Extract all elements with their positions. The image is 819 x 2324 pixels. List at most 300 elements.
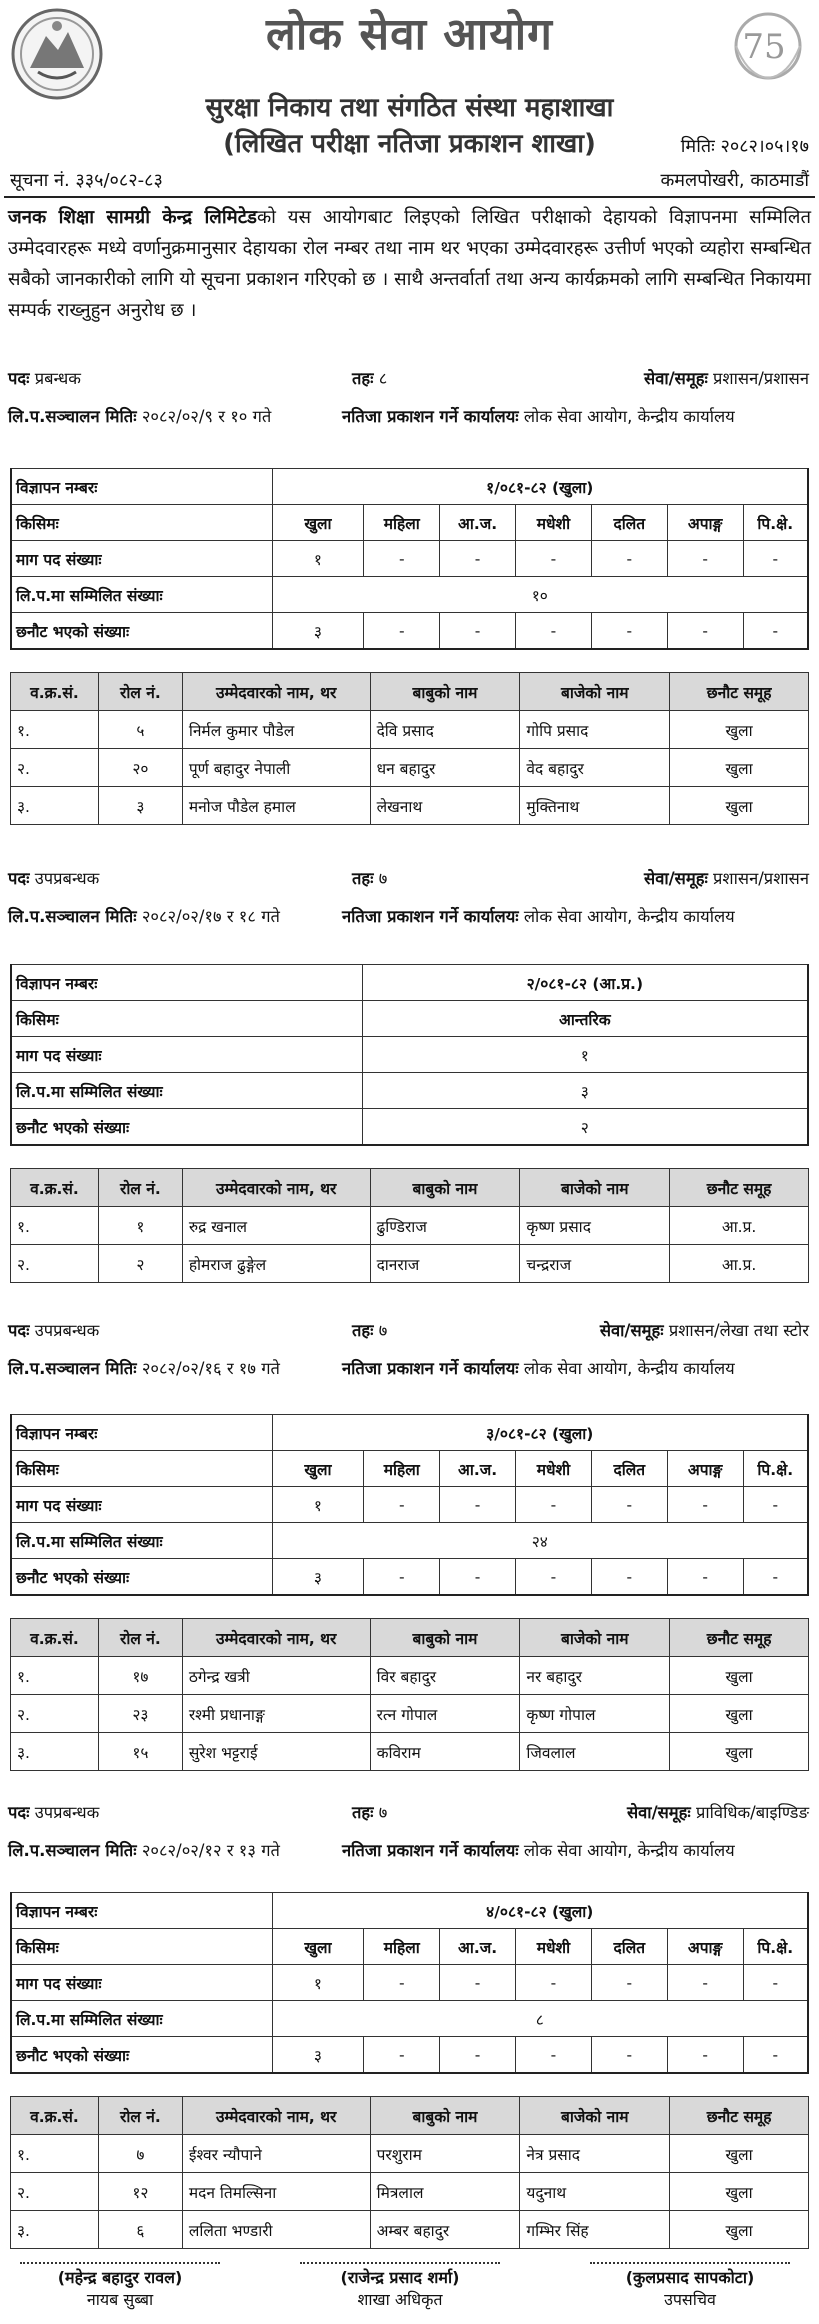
column-header: रोल नं. [98,673,182,711]
exam-date-value: २०८२/०२/९ र १० गते [141,407,272,426]
column-header: उम्मेदवारको नाम, थर [182,1619,370,1657]
demand-value: - [516,541,592,577]
column-header: उम्मेदवारको नाम, थर [182,673,370,711]
included-value: १० [272,577,808,613]
selected-value: - [743,1559,808,1596]
column-header: बाबुको नाम [370,1619,520,1657]
table-cell: २. [11,1695,99,1733]
service-line [644,366,809,389]
level-label: तहः [352,1321,374,1340]
candidate-header-row [11,1619,809,1657]
table-cell: ललिता भण्डारी [182,2211,370,2249]
column-header: बाजेको नाम [520,1169,670,1207]
type-label: किसिमः [11,1929,272,1965]
quota-header-row [11,1929,808,1965]
type-value: आन्तरिक [362,1001,808,1037]
post-value: उपप्रबन्धक [34,1803,100,1822]
adv-number-label: विज्ञापन नम्बरः [11,469,272,505]
table-row [11,1245,809,1283]
quota-header: महिला [364,1451,440,1487]
column-header: व.क्र.सं. [11,1619,99,1657]
table-cell: ६ [98,2211,182,2249]
demand-value: - [516,1487,592,1523]
result-office-label: नतिजा प्रकाशन गर्ने कार्यालयः [342,1841,519,1860]
adv-number-label: विज्ञापन नम्बरः [11,965,362,1001]
column-header: व.क्र.सं. [11,673,99,711]
candidate-table [10,1168,809,1283]
exam-date-value: २०८२/०२/१२ र १३ गते [141,1841,280,1860]
selected-row [11,1559,808,1596]
quota-header: आ.ज. [440,505,516,541]
selected-value: ३ [272,613,364,650]
level-label: तहः [352,1803,374,1822]
table-cell: आ.प्र. [670,1245,809,1283]
demand-value: - [667,1965,743,2001]
selected-value: - [440,613,516,650]
selected-label: छनौट भएको संख्याः [11,2037,272,2074]
column-header: व.क्र.सं. [11,1169,99,1207]
result-office-line [342,904,735,927]
table-row [11,1207,809,1245]
post-value: प्रबन्धक [34,369,81,388]
type-row [11,1001,808,1037]
selected-value: - [364,613,440,650]
table-cell: १. [11,2135,99,2173]
quota-header: अपाङ्ग [667,1451,743,1487]
anniversary-number: 75 [742,27,786,67]
table-row [11,749,809,787]
service-value: प्रशासन/प्रशासन [713,369,809,388]
table-cell: ३. [11,1733,99,1771]
post-label: पदः [8,1321,30,1340]
included-row [11,577,808,613]
table-cell: ३. [11,2211,99,2249]
post-line [8,1318,99,1341]
table-cell: मनोज पौडेल हमाल [182,787,370,825]
type-label: किसिमः [11,505,272,541]
quota-header-row [11,1451,808,1487]
table-cell: १. [11,1207,99,1245]
selected-value: - [591,2037,667,2074]
quota-header: खुला [272,505,364,541]
signature-block [590,2262,790,2310]
included-label: लि.प.मा सम्मिलित संख्याः [11,1523,272,1559]
table-cell: खुला [670,711,809,749]
notice-date: मितिः २०८२।०५।१७ [680,136,809,157]
intro-text: को यस आयोगबाट लिइएको लिखित परीक्षाको देहायको विज्ञापनमा सम्मिलित उम्मेदवारहरू मध्ये वर्णानुक्रमानुसार देहायका रोल नम्बर तथा नाम थर भएका उम्मेदवारहरू उत्तीर्ण भएको व्यहोरा सम्बन्धित सबैको जानकारीको लागि यो सूचना प्रकाशन गरिएको छ । साथै अन्तर्वार्ता तथा अन्य कार्यक्रमको लागि सम्बन्धित निकायमा सम्पर्क राख्नुहुन अनुरोध छ । [8,207,811,321]
adv-number-label: विज्ञापन नम्बरः [11,1893,272,1929]
exam-date-label: लि.प.सञ्चालन मितिः [8,907,137,926]
table-cell: १. [11,1657,99,1695]
candidate-table [10,1618,809,1771]
selected-value: - [516,1559,592,1596]
quota-header: अपाङ्ग [667,505,743,541]
service-value: प्रशासन/लेखा तथा स्टोर [668,1321,809,1340]
post-label: पदः [8,1803,30,1822]
quota-header-row [11,505,808,541]
table-cell: अम्बर बहादुर [370,2211,520,2249]
selected-row [11,613,808,650]
table-cell: ईश्वर न्यौपाने [182,2135,370,2173]
signatory-name: (महेन्द्र बहादुर रावल) [57,2268,183,2287]
service-label: सेवा/समूहः [626,1803,691,1822]
selected-value: - [516,2037,592,2074]
selected-value: - [667,613,743,650]
anniversary-logo-icon [718,6,814,82]
quota-header: महिला [364,1929,440,1965]
table-cell: परशुराम [370,2135,520,2173]
column-header: रोल नं. [98,1169,182,1207]
advertisement-table [10,1414,809,1596]
column-header: रोल नं. [98,1619,182,1657]
demand-value: - [440,1965,516,2001]
exam-date-label: लि.प.सञ्चालन मितिः [8,1841,137,1860]
table-row [11,2135,809,2173]
level-value: ८ [378,369,388,388]
table-cell: धन बहादुर [370,749,520,787]
service-label: सेवा/समूहः [644,369,708,388]
table-cell: ठगेन्द्र खत्री [182,1657,370,1695]
demand-label: माग पद संख्याः [11,541,272,577]
candidate-header-row [11,1169,809,1207]
adv-number-row [11,965,808,1001]
included-label: लि.प.मा सम्मिलित संख्याः [11,1073,362,1109]
exam-date-label: लि.प.सञ्चालन मितिः [8,407,137,426]
result-office-line [342,1838,735,1861]
quota-header: मधेशी [516,505,592,541]
table-cell: १ [98,1207,182,1245]
result-office-line [342,1356,735,1379]
selected-label: छनौट भएको संख्याः [11,613,272,650]
demand-row [11,1037,808,1073]
adv-number-row [11,1893,808,1929]
selected-value: - [743,2037,808,2074]
adv-number-value: ३/०८१-८२ (खुला) [272,1415,808,1451]
post-label: पदः [8,369,30,388]
candidate-table [10,672,809,825]
table-row [11,2211,809,2249]
selected-value: - [364,2037,440,2074]
demand-value: १ [272,541,364,577]
selected-label: छनौट भएको संख्याः [11,1109,362,1146]
table-cell: २. [11,749,99,787]
included-row [11,1523,808,1559]
table-cell: २. [11,1245,99,1283]
exam-date-line [8,1356,280,1379]
result-office-value: लोक सेवा आयोग, केन्द्रीय कार्यालय [523,907,735,926]
post-line [8,1800,99,1823]
advertisement-table [10,964,809,1146]
table-cell: पूर्ण बहादुर नेपाली [182,749,370,787]
exam-date-value: २०८२/०२/१७ र १८ गते [141,907,280,926]
signatory-name: (राजेन्द्र प्रसाद शर्मा) [340,2268,460,2287]
demand-value: - [364,541,440,577]
signature-block [300,2262,500,2310]
post-line [8,866,99,889]
quota-header: अपाङ्ग [667,1929,743,1965]
table-cell: दानराज [370,1245,520,1283]
column-header: बाबुको नाम [370,1169,520,1207]
signatory-title: शाखा अधिकृत [357,2290,443,2309]
table-cell: १. [11,711,99,749]
selected-value: ३ [272,1559,364,1596]
advertisement-table [10,1892,809,2074]
included-value: २४ [272,1523,808,1559]
selected-value: ३ [272,2037,364,2074]
demand-value: १ [362,1037,808,1073]
result-office-label: नतिजा प्रकाशन गर्ने कार्यालयः [342,907,519,926]
selected-value: २ [362,1109,808,1146]
selected-value: - [743,613,808,650]
demand-value: १ [272,1487,364,1523]
signatory-name: (कुलप्रसाद सापकोटा) [625,2268,755,2287]
adv-number-label: विज्ञापन नम्बरः [11,1415,272,1451]
quota-header: आ.ज. [440,1929,516,1965]
table-cell: ढुण्डिराज [370,1207,520,1245]
table-cell: ७ [98,2135,182,2173]
table-cell: ३ [98,787,182,825]
table-cell: गोपि प्रसाद [520,711,670,749]
result-office-value: लोक सेवा आयोग, केन्द्रीय कार्यालय [523,407,735,426]
selected-value: - [667,1559,743,1596]
column-header: छनौट समूह [670,2097,809,2135]
table-cell: २ [98,1245,182,1283]
table-cell: खुला [670,1695,809,1733]
table-cell: २० [98,749,182,787]
division-name: सुरक्षा निकाय तथा संगठित संस्था महाशाखा [205,93,614,123]
table-cell: आ.प्र. [670,1207,809,1245]
level-line [352,1318,387,1341]
selected-row [11,1109,808,1146]
organization-name: जनक शिक्षा सामग्री केन्द्र लिमिटेड [8,207,257,228]
table-cell: कृष्ण प्रसाद [520,1207,670,1245]
quota-header: खुला [272,1451,364,1487]
page-title: लोक सेवा आयोग [266,9,553,60]
table-cell: विर बहादुर [370,1657,520,1695]
level-value: ७ [378,1321,388,1340]
demand-row [11,541,808,577]
service-line [600,1318,809,1341]
table-cell: खुला [670,1657,809,1695]
column-header: रोल नं. [98,2097,182,2135]
demand-value: - [591,1487,667,1523]
quota-header: पि.क्षे. [743,1451,808,1487]
selected-value: - [591,1559,667,1596]
quota-header: आ.ज. [440,1451,516,1487]
level-line [352,1800,387,1823]
office-location: कमलपोखरी, काठमाडौं [660,170,809,191]
table-cell: नर बहादुर [520,1657,670,1695]
candidate-header-row [11,2097,809,2135]
selected-value: - [440,1559,516,1596]
candidate-table [10,2096,809,2249]
table-cell: रश्मी प्रधानाङ्ग [182,1695,370,1733]
demand-value: - [667,1487,743,1523]
table-cell: लेखनाथ [370,787,520,825]
notice-number: सूचना नं. ३३५/०८२-८३ [10,170,163,191]
included-label: लि.प.मा सम्मिलित संख्याः [11,2001,272,2037]
level-value: ७ [378,869,388,888]
column-header: छनौट समूह [670,1169,809,1207]
level-label: तहः [352,369,374,388]
level-line [352,366,387,389]
quota-header: दलित [591,1451,667,1487]
type-label: किसिमः [11,1451,272,1487]
column-header: उम्मेदवारको नाम, थर [182,2097,370,2135]
level-label: तहः [352,869,374,888]
table-cell: यदुनाथ [520,2173,670,2211]
service-label: सेवा/समूहः [599,1321,664,1340]
column-header: छनौट समूह [670,1619,809,1657]
service-value: प्रशासन/प्रशासन [713,869,809,888]
selected-value: - [516,613,592,650]
service-label: सेवा/समूहः [644,869,708,888]
table-cell: मित्रलाल [370,2173,520,2211]
included-row [11,2001,808,2037]
selected-label: छनौट भएको संख्याः [11,1559,272,1596]
intro-paragraph [8,202,811,326]
table-cell: रुद्र खनाल [182,1207,370,1245]
table-cell: होमराज ढुङ्गेल [182,1245,370,1283]
demand-label: माग पद संख्याः [11,1487,272,1523]
table-cell: गम्भिर सिंह [520,2211,670,2249]
quota-header: मधेशी [516,1929,592,1965]
table-row [11,1657,809,1695]
level-line [352,866,387,889]
quota-header: खुला [272,1929,364,1965]
selected-value: - [364,1559,440,1596]
column-header: बाजेको नाम [520,673,670,711]
adv-number-value: २/०८१-८२ (आ.प्र.) [362,965,808,1001]
table-cell: कविराम [370,1733,520,1771]
included-value: ३ [362,1073,808,1109]
column-header: उम्मेदवारको नाम, थर [182,1169,370,1207]
quota-header: पि.क्षे. [743,1929,808,1965]
table-row [11,1695,809,1733]
demand-value: - [516,1965,592,2001]
signature-block [20,2262,220,2310]
exam-date-value: २०८२/०२/१६ र १७ गते [141,1359,280,1378]
demand-label: माग पद संख्याः [11,1037,362,1073]
post-value: उपप्रबन्धक [34,1321,100,1340]
signatory-title: उपसचिव [664,2290,716,2309]
service-line [627,1800,809,1823]
post-line [8,366,81,389]
demand-value: - [364,1965,440,2001]
table-row [11,2173,809,2211]
adv-number-row [11,1415,808,1451]
column-header: छनौट समूह [670,673,809,711]
table-cell: खुला [670,749,809,787]
table-cell: खुला [670,1733,809,1771]
column-header: व.क्र.सं. [11,2097,99,2135]
quota-header: पि.क्षे. [743,505,808,541]
table-cell: जिवलाल [520,1733,670,1771]
table-cell: खुला [670,2135,809,2173]
demand-row [11,1965,808,2001]
exam-date-label: लि.प.सञ्चालन मितिः [8,1359,137,1378]
table-cell: रत्न गोपाल [370,1695,520,1733]
result-office-label: नतिजा प्रकाशन गर्ने कार्यालयः [342,1359,519,1378]
demand-value: १ [272,1965,364,2001]
selected-value: - [667,2037,743,2074]
table-row [11,787,809,825]
included-label: लि.प.मा सम्मिलित संख्याः [11,577,272,613]
service-value: प्राविधिक/बाइण्डिङ [695,1803,809,1822]
adv-number-row [11,469,808,505]
table-cell: १५ [98,1733,182,1771]
table-cell: १७ [98,1657,182,1695]
demand-value: - [364,1487,440,1523]
header-divider [4,196,815,198]
selected-value: - [591,613,667,650]
column-header: बाबुको नाम [370,673,520,711]
advertisement-table [10,468,809,650]
demand-value: - [743,1487,808,1523]
table-cell: देवि प्रसाद [370,711,520,749]
table-cell: खुला [670,2211,809,2249]
adv-number-value: ४/०८१-८२ (खुला) [272,1893,808,1929]
table-cell: २३ [98,1695,182,1733]
result-office-value: लोक सेवा आयोग, केन्द्रीय कार्यालय [523,1841,735,1860]
demand-value: - [743,541,808,577]
table-cell: वेद बहादुर [520,749,670,787]
demand-value: - [591,1965,667,2001]
signatory-title: नायब सुब्बा [86,2290,154,2309]
section-name: (लिखित परीक्षा नतिजा प्रकाशन शाखा) [223,129,596,159]
post-label: पदः [8,869,30,888]
result-office-label: नतिजा प्रकाशन गर्ने कार्यालयः [342,407,519,426]
demand-value: - [440,1487,516,1523]
table-cell: चन्द्रराज [520,1245,670,1283]
quota-header: महिला [364,505,440,541]
selected-value: - [440,2037,516,2074]
selected-row [11,2037,808,2074]
demand-row [11,1487,808,1523]
table-cell: ५ [98,711,182,749]
included-value: ८ [272,2001,808,2037]
type-label: किसिमः [11,1001,362,1037]
column-header: बाबुको नाम [370,2097,520,2135]
quota-header: दलित [591,1929,667,1965]
table-cell: ३. [11,787,99,825]
column-header: बाजेको नाम [520,1619,670,1657]
result-office-value: लोक सेवा आयोग, केन्द्रीय कार्यालय [523,1359,735,1378]
table-cell: नेत्र प्रसाद [520,2135,670,2173]
demand-value: - [743,1965,808,2001]
demand-label: माग पद संख्याः [11,1965,272,2001]
adv-number-value: १/०८१-८२ (खुला) [272,469,808,505]
candidate-header-row [11,673,809,711]
table-cell: मदन तिमल्सिना [182,2173,370,2211]
demand-value: - [667,541,743,577]
table-cell: २. [11,2173,99,2211]
table-cell: १२ [98,2173,182,2211]
quota-header: मधेशी [516,1451,592,1487]
exam-date-line [8,404,271,427]
column-header: बाजेको नाम [520,2097,670,2135]
exam-date-line [8,1838,280,1861]
included-row [11,1073,808,1109]
table-cell: खुला [670,2173,809,2211]
table-cell: खुला [670,787,809,825]
demand-value: - [440,541,516,577]
quota-header: दलित [591,505,667,541]
table-row [11,1733,809,1771]
level-value: ७ [378,1803,388,1822]
service-line [644,866,809,889]
table-cell: निर्मल कुमार पौडेल [182,711,370,749]
